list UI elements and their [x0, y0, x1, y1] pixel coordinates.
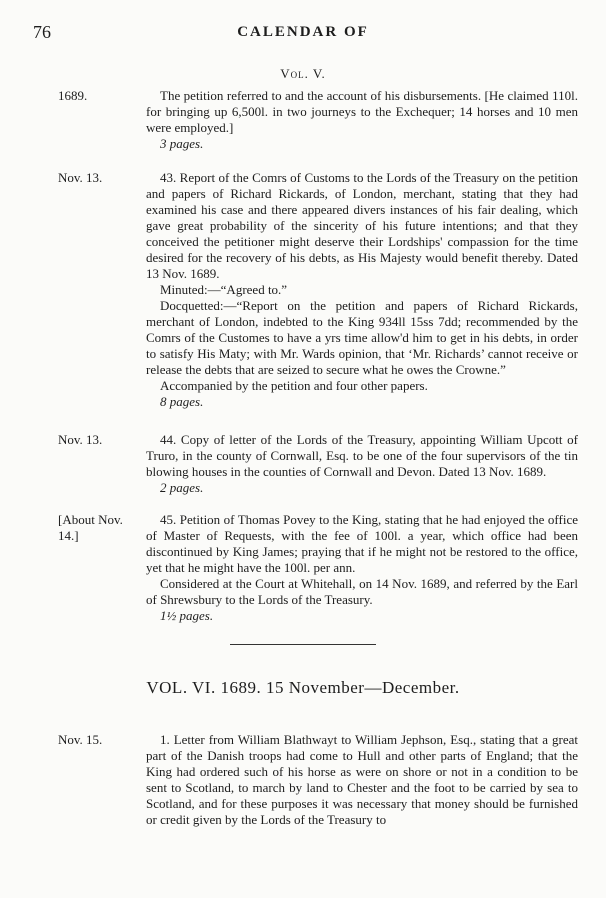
- page-number: 76: [33, 22, 51, 42]
- minuted-note: Minuted:—“Agreed to.”: [160, 282, 288, 297]
- page-count: 2 pages.: [160, 480, 204, 495]
- running-title: CALENDAR OF: [237, 24, 369, 40]
- accompanied-note: Accompanied by the petition and four other papers.: [160, 378, 428, 393]
- entry-text: 44. Copy of letter of the Lords of the Treasury, appointing William Upcott of Truro, in the county of Cornwall, Esq. to be one of the four supervisors of the tin blowing houses in the counties of Cornwall and Devon. Dated 13 Nov. 1689.: [146, 432, 578, 479]
- volume-label: Vol. V.: [280, 66, 326, 81]
- considered-note: Considered at the Court at Whitehall, on 14 Nov. 1689, and referred by the Earl of Shrewsbury to the Lords of the Treasury.: [146, 576, 578, 607]
- docquetted-note: Docquetted:—“Report on the petition and papers of Richard Rickards, merchant of London, indebted to the King 934ll 15ss 7dd; recommended by the Comrs of the Customes to have a yrs time allow'd him to get in his debts, in order to satisfy His Maty; with Mr. Wards opinion, that ‘Mr. Richards’ cannot receive or release the debts that are seized to secure what he owes the Crowne.”: [146, 298, 578, 377]
- entry-text: 43. Report of the Comrs of Customs to the Lords of the Treasury on the petition and papers of Richard Rickards, of London, merchant, stating that they had examined his case and there appeared divers instances of his fair dealing, which gave great probability of the sincerity of his future intentions; and that they conceived the petitioner might deserve their Lordships' compassion for the time desired for the recovery of his debts, as His Majesty would benefit thereby. Dated 13 Nov. 1689.: [146, 170, 578, 281]
- entry-text: 1. Letter from William Blathwayt to William Jephson, Esq., stating that a great part of the Danish troops had come to Hull and other parts of England; that the King had ordered such of his horse as were on shore or not in a condition to be sent to Scotland, to march by land to Chester and the foot to be carried by sea to Scotland, and for these purposes it was necessary that money should be furnished or credit given by the Lords of the Treasury to: [146, 732, 578, 827]
- entry-date: Nov. 13.: [58, 170, 103, 185]
- page-header: [0, 22, 606, 46]
- entry-date: [About Nov. 14.]: [58, 512, 123, 543]
- page-count: 8 pages.: [160, 394, 204, 409]
- entry-date: Nov. 13.: [58, 432, 103, 447]
- entry-text: The petition referred to and the account of his disbursements. [He claimed 110l. for bringing up 6,500l. in two journeys to the Exchequer; 14 horses and 10 men were employed.]: [146, 88, 578, 135]
- page-count: 1½ pages.: [160, 608, 214, 623]
- entry-text: 45. Petition of Thomas Povey to the King, stating that he had enjoyed the office of Master of Requests, with the fee of 100l. a year, which office had been discontinued by King James; praying that if he might not be restored to the office, yet that he might have the 100l. per ann.: [146, 512, 578, 575]
- section-heading: VOL. VI. 1689. 15 November—December.: [146, 678, 460, 697]
- entry-date: 1689.: [58, 88, 88, 103]
- entry-date: Nov. 15.: [58, 732, 103, 747]
- page-count: 3 pages.: [160, 136, 204, 151]
- section-divider: [230, 644, 376, 645]
